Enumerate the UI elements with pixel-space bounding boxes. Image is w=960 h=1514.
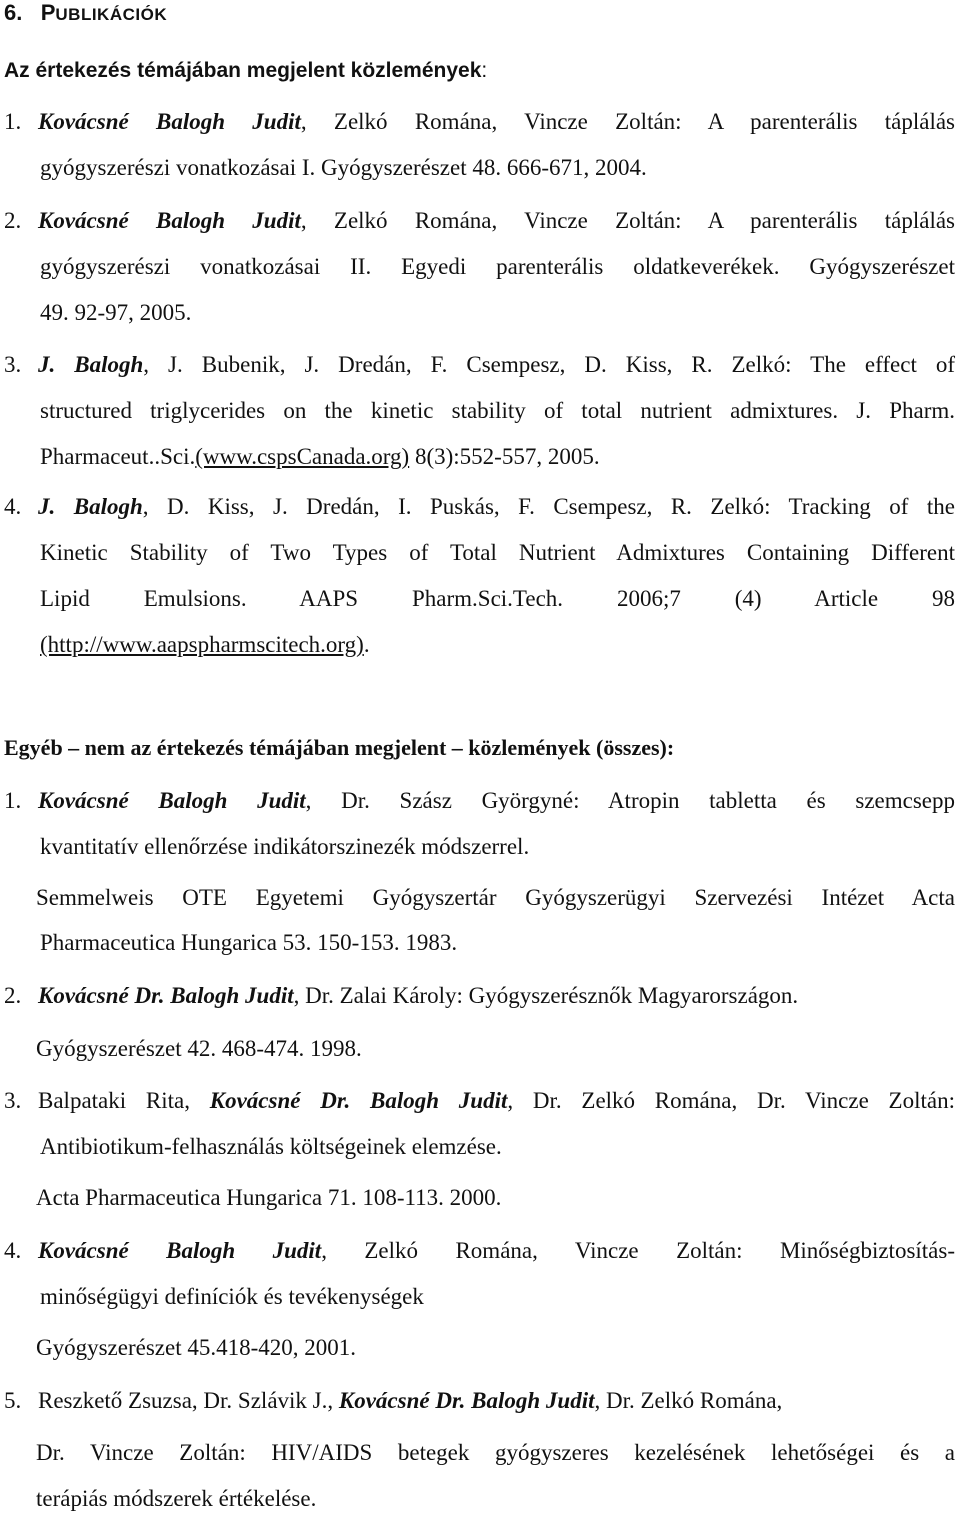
list2-item1-line4: Pharmaceutica Hungarica 53. 150-153. 1983. <box>40 930 458 955</box>
list2-item3-coauthor: Balpataki Rita, <box>38 1088 210 1113</box>
list2-item2-author: Kovácsné Dr. Balogh Judit <box>38 983 294 1008</box>
list2-item1-number: 1. <box>4 788 22 813</box>
list2-item5-coauthors: Reszkető Zsuzsa, Dr. Szlávik J., <box>38 1388 339 1413</box>
list2-item5-rest: , Dr. Zelkó Romána, <box>594 1388 783 1413</box>
list1-item4-period: . <box>363 632 370 657</box>
list2-item1-rest: , Dr. Szász Györgyné: Atropin tabletta és szemcsepp <box>305 788 955 813</box>
list1-item4-link[interactable]: (http://www.aapspharmscitech.org) <box>40 632 364 657</box>
list1-item3-line1 <box>4 350 955 380</box>
list1-item1-line2: gyógyszerészi vonatkozásai I. Gyógyszerészet 48. 666-671, 2004. <box>40 155 647 180</box>
list2-item5-line2: Dr. Vincze Zoltán: HIV/AIDS betegek gyógyszeres kezelésének lehetőségei és a <box>36 1440 955 1465</box>
list2-item1-line3: Semmelweis OTE Egyetemi Gyógyszertár Gyógyszerügyi Szervezési Intézet Acta <box>36 885 955 910</box>
section-title-initial: P <box>40 0 56 25</box>
subheading-text: Az értekezés témájában megjelent közlemények <box>4 59 482 82</box>
list1-item3-link[interactable]: (www.cspsCanada.org) <box>195 444 410 469</box>
list1-item4-line3: Lipid Emulsions. AAPS Pharm.Sci.Tech. 2006;7 (4) Article 98 <box>40 586 955 611</box>
list1-item2-line1 <box>4 206 955 236</box>
subheading-other-publications: Egyéb – nem az értekezés témájában megjelent – közlemények (összes): <box>4 735 675 760</box>
list1-item4-rest: , D. Kiss, J. Dredán, I. Puskás, F. Csempesz, R. Zelkó: Tracking of the <box>142 494 955 519</box>
list1-item4-line4 <box>40 630 370 660</box>
list2-item3-rest: , Dr. Zelkó Romána, Dr. Vincze Zoltán: <box>507 1088 955 1113</box>
list2-item2-number: 2. <box>4 983 22 1008</box>
list2-item3-line2: Antibiotikum-felhasználás költségeinek elemzése. <box>40 1134 502 1159</box>
subheading-topic-publications <box>4 56 487 86</box>
list2-item4-line2: minőségügyi definíciók és tevékenységek <box>40 1284 424 1309</box>
list1-item3-line3 <box>40 442 600 472</box>
list1-item2-author: Kovácsné Balogh Judit <box>38 208 301 233</box>
list1-item2-line3: 49. 92-97, 2005. <box>40 300 192 325</box>
list1-item1-number: 1. <box>4 109 22 134</box>
list2-item5-line3: terápiás módszerek értékelése. <box>36 1486 317 1511</box>
list2-item3-number: 3. <box>4 1088 22 1113</box>
list1-item4-line1 <box>4 492 955 522</box>
subheading-colon: : <box>481 59 488 82</box>
section-heading <box>4 0 167 30</box>
list2-item1-author: Kovácsné Balogh Judit <box>38 788 306 813</box>
section-number: 6. <box>4 0 23 25</box>
list1-item3-number: 3. <box>4 352 22 377</box>
list2-item2-rest: , Dr. Zalai Károly: Gyógyszerésznők Magyarországon. <box>293 983 799 1008</box>
list1-item2-line2: gyógyszerészi vonatkozásai II. Egyedi parenterális oldatkeverékek. Gyógyszerészet <box>40 254 955 279</box>
list1-item3-journal: Pharmaceut..Sci. <box>40 444 196 469</box>
list1-item3-volume: 8(3):552-557, 2005. <box>409 444 600 469</box>
list2-item5-number: 5. <box>4 1388 22 1413</box>
list2-item2-line2: Gyógyszerészet 42. 468-474. 1998. <box>36 1036 362 1061</box>
list2-item5-line1 <box>4 1386 782 1416</box>
list2-item1-line2: kvantitatív ellenőrzése indikátorszinezék módszerrel. <box>40 834 530 859</box>
list2-item3-line3: Acta Pharmaceutica Hungarica 71. 108-113. 2000. <box>36 1185 502 1210</box>
list1-item3-line2: structured triglycerides on the kinetic stability of total nutrient admixtures. J. Pharm. <box>40 398 955 423</box>
list1-item2-number: 2. <box>4 208 22 233</box>
list2-item5-author: Kovácsné Dr. Balogh Judit <box>338 1388 595 1413</box>
list2-item2-line1 <box>4 981 798 1011</box>
list1-item3-rest: , J. Bubenik, J. Dredán, F. Csempesz, D. Kiss, R. Zelkó: The effect of <box>143 352 956 377</box>
list1-item1-rest: , Zelkó Romána, Vincze Zoltán: A parenterális táplálás <box>300 109 955 134</box>
list2-item4-author: Kovácsné Balogh Judit <box>38 1238 322 1263</box>
list2-item4-rest: , Zelkó Romána, Vincze Zoltán: Minőségbiztosítás- <box>321 1238 955 1263</box>
list1-item4-number: 4. <box>4 494 22 519</box>
list2-item3-author: Kovácsné Dr. Balogh Judit <box>209 1088 508 1113</box>
list1-item4-author: J. Balogh <box>38 494 143 519</box>
list1-item4-line2: Kinetic Stability of Two Types of Total Nutrient Admixtures Containing Different <box>40 540 955 565</box>
list2-item4-line3: Gyógyszerészet 45.418-420, 2001. <box>36 1335 357 1360</box>
list1-item1-line1 <box>4 107 955 137</box>
list2-item1-line1 <box>4 786 955 816</box>
list1-item3-author: J. Balogh <box>38 352 144 377</box>
list2-item4-number: 4. <box>4 1238 22 1263</box>
list2-item3-line1 <box>4 1086 955 1116</box>
list1-item1-author: Kovácsné Balogh Judit <box>38 109 301 134</box>
list2-item4-line1 <box>4 1236 955 1266</box>
section-title-rest: UBLIKÁCIÓK <box>55 5 168 24</box>
list1-item2-rest: , Zelkó Romána, Vincze Zoltán: A parenterális táplálás <box>300 208 955 233</box>
